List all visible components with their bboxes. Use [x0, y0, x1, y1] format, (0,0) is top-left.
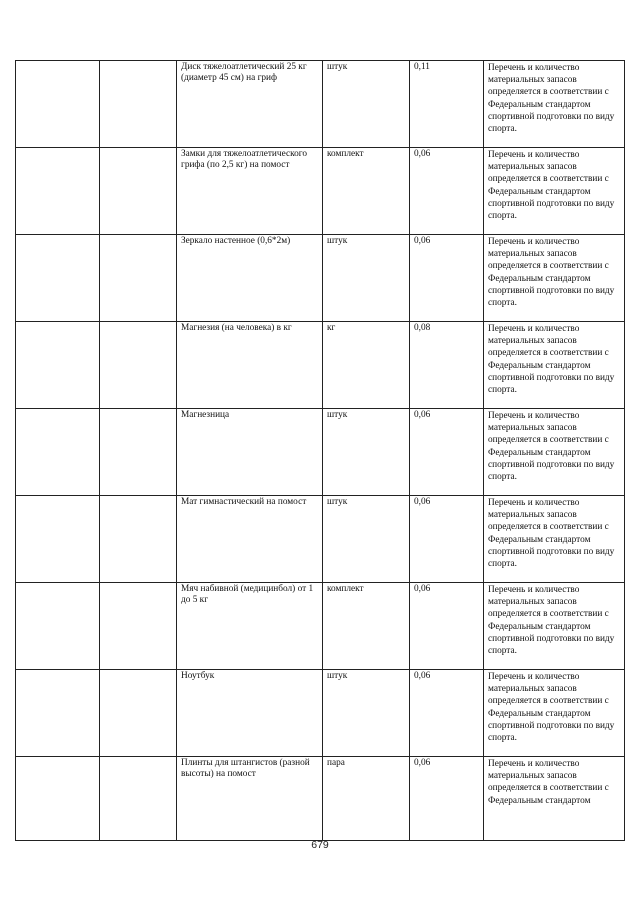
quantity-cell: 0,06 — [410, 235, 484, 322]
empty-cell-1 — [16, 583, 100, 670]
item-name-cell: Мяч набивной (медицинбол) от 1 до 5 кг — [177, 583, 323, 670]
table-row — [16, 409, 625, 496]
empty-cell-1 — [16, 322, 100, 409]
quantity-cell: 0,06 — [410, 148, 484, 235]
empty-cell-2 — [100, 235, 177, 322]
note-cell: Перечень и количество материальных запасов определяется в соответствии с Федеральным стандартом спортивной подготовки по виду спорта. — [484, 583, 625, 670]
unit-cell: комплект — [323, 583, 410, 670]
table-row — [16, 235, 625, 322]
unit-cell: пара — [323, 757, 410, 841]
empty-cell-2 — [100, 496, 177, 583]
empty-cell-1 — [16, 235, 100, 322]
empty-cell-1 — [16, 496, 100, 583]
table-row — [16, 583, 625, 670]
quantity-cell: 0,06 — [410, 757, 484, 841]
quantity-cell: 0,06 — [410, 670, 484, 757]
note-cell: Перечень и количество материальных запасов определяется в соответствии с Федеральным стандартом спортивной подготовки по виду спорта. — [484, 409, 625, 496]
item-name-cell: Ноутбук — [177, 670, 323, 757]
quantity-cell: 0,06 — [410, 409, 484, 496]
unit-cell: комплект — [323, 148, 410, 235]
item-name-cell: Мат гимнастический на помост — [177, 496, 323, 583]
empty-cell-1 — [16, 148, 100, 235]
table-row — [16, 496, 625, 583]
table-row — [16, 322, 625, 409]
item-name-cell: Магнезия (на человека) в кг — [177, 322, 323, 409]
item-name-cell: Диск тяжелоатлетический 25 кг (диаметр 45 см) на гриф — [177, 61, 323, 148]
note-cell: Перечень и количество материальных запасов определяется в соответствии с Федеральным стандартом — [484, 757, 625, 841]
table-row — [16, 61, 625, 148]
empty-cell-1 — [16, 670, 100, 757]
table-row — [16, 670, 625, 757]
empty-cell-2 — [100, 409, 177, 496]
table-body — [16, 61, 625, 841]
note-cell: Перечень и количество материальных запасов определяется в соответствии с Федеральным стандартом спортивной подготовки по виду спорта. — [484, 148, 625, 235]
unit-cell: штук — [323, 61, 410, 148]
quantity-cell: 0,06 — [410, 496, 484, 583]
empty-cell-2 — [100, 322, 177, 409]
empty-cell-2 — [100, 583, 177, 670]
item-name-cell: Замки для тяжелоатлетического грифа (по 2,5 кг) на помост — [177, 148, 323, 235]
unit-cell: штук — [323, 670, 410, 757]
empty-cell-1 — [16, 409, 100, 496]
quantity-cell: 0,11 — [410, 61, 484, 148]
empty-cell-1 — [16, 757, 100, 841]
empty-cell-2 — [100, 61, 177, 148]
table-row — [16, 757, 625, 841]
note-cell: Перечень и количество материальных запасов определяется в соответствии с Федеральным стандартом спортивной подготовки по виду спорта. — [484, 322, 625, 409]
note-cell: Перечень и количество материальных запасов определяется в соответствии с Федеральным стандартом спортивной подготовки по виду спорта. — [484, 61, 625, 148]
item-name-cell: Зеркало настенное (0,6*2м) — [177, 235, 323, 322]
quantity-cell: 0,06 — [410, 583, 484, 670]
empty-cell-1 — [16, 61, 100, 148]
empty-cell-2 — [100, 670, 177, 757]
unit-cell: кг — [323, 322, 410, 409]
empty-cell-2 — [100, 148, 177, 235]
unit-cell: штук — [323, 496, 410, 583]
equipment-table — [15, 60, 625, 841]
item-name-cell: Магнезница — [177, 409, 323, 496]
unit-cell: штук — [323, 235, 410, 322]
empty-cell-2 — [100, 757, 177, 841]
table-row — [16, 148, 625, 235]
note-cell: Перечень и количество материальных запасов определяется в соответствии с Федеральным стандартом спортивной подготовки по виду спорта. — [484, 670, 625, 757]
page-number: 679 — [311, 839, 329, 851]
unit-cell: штук — [323, 409, 410, 496]
note-cell: Перечень и количество материальных запасов определяется в соответствии с Федеральным стандартом спортивной подготовки по виду спорта. — [484, 235, 625, 322]
item-name-cell: Плинты для штангистов (разной высоты) на помост — [177, 757, 323, 841]
note-cell: Перечень и количество материальных запасов определяется в соответствии с Федеральным стандартом спортивной подготовки по виду спорта. — [484, 496, 625, 583]
quantity-cell: 0,08 — [410, 322, 484, 409]
